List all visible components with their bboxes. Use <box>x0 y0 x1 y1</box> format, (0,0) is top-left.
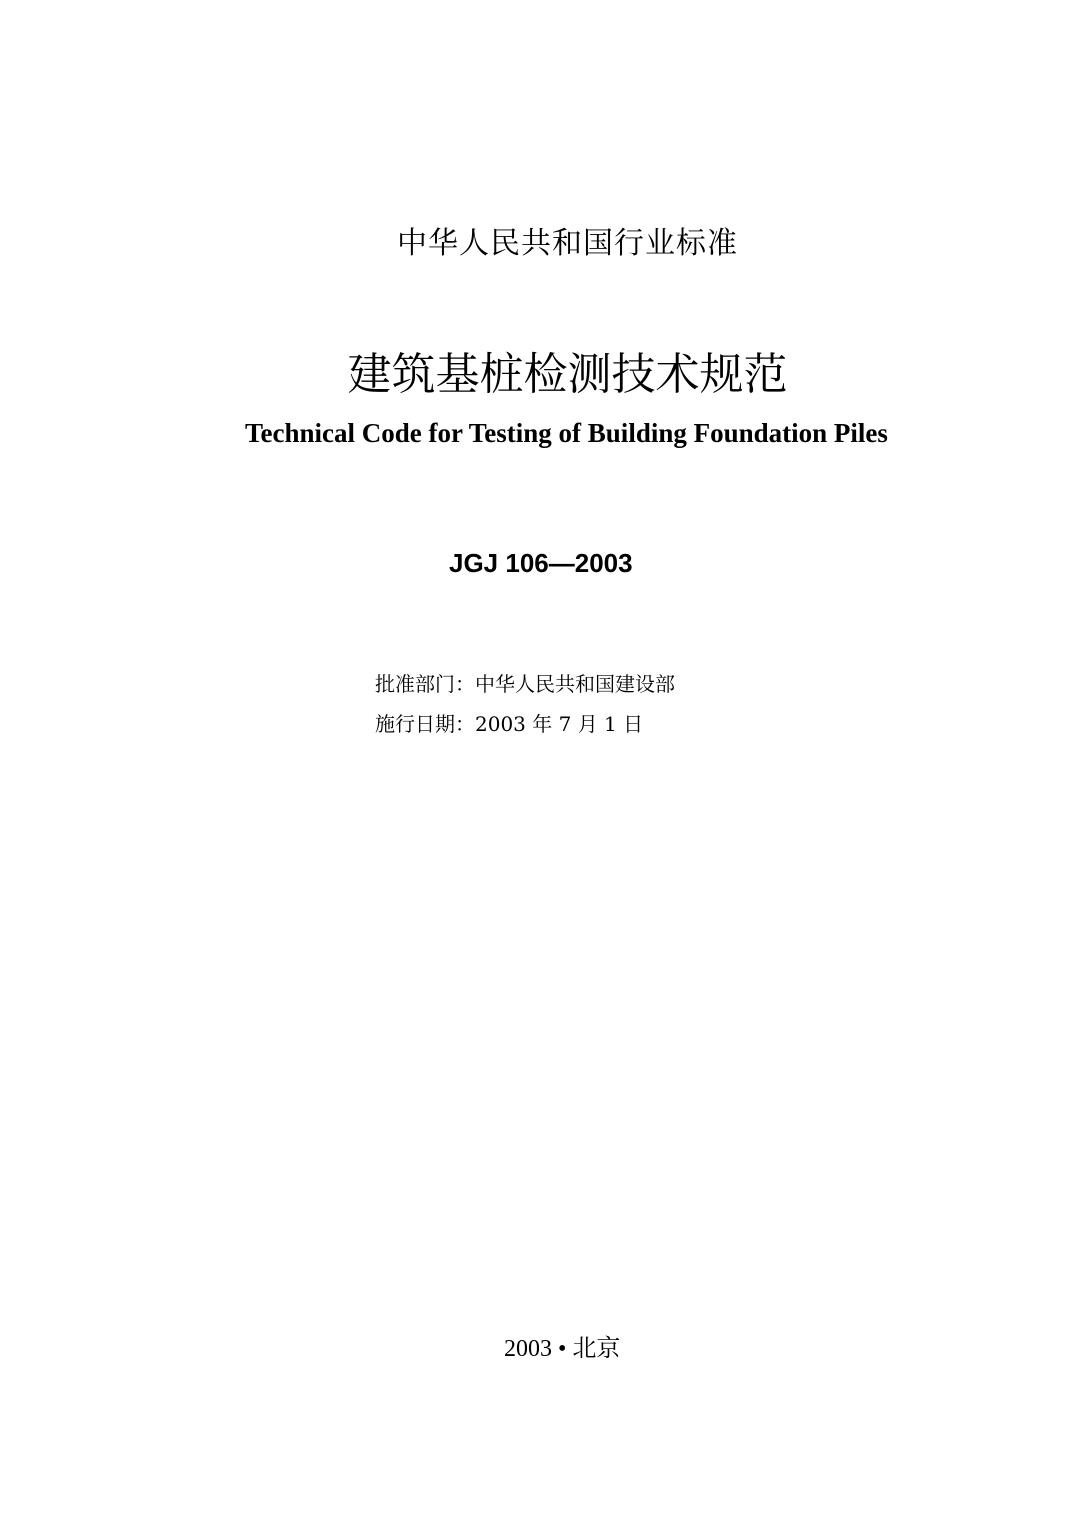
standard-level-heading: 中华人民共和国行业标准 <box>397 226 738 261</box>
approval-value: 中华人民共和国建设部 <box>475 672 675 696</box>
effective-date-value: 2003 年 7 月 1 日 <box>475 712 644 736</box>
document-title-english: Technical Code for Testing of Building Foundation Piles <box>245 418 888 448</box>
approval-label: 批准部门： <box>375 672 475 696</box>
effective-date-label: 施行日期： <box>375 712 475 736</box>
standard-code: JGJ 106—2003 <box>449 548 633 578</box>
approval-line <box>375 668 675 697</box>
publication-footer: 2003 • 北京 <box>504 1336 621 1362</box>
document-title-chinese: 建筑基桩检测技术规范 <box>347 349 788 400</box>
effective-date-line <box>375 708 643 737</box>
